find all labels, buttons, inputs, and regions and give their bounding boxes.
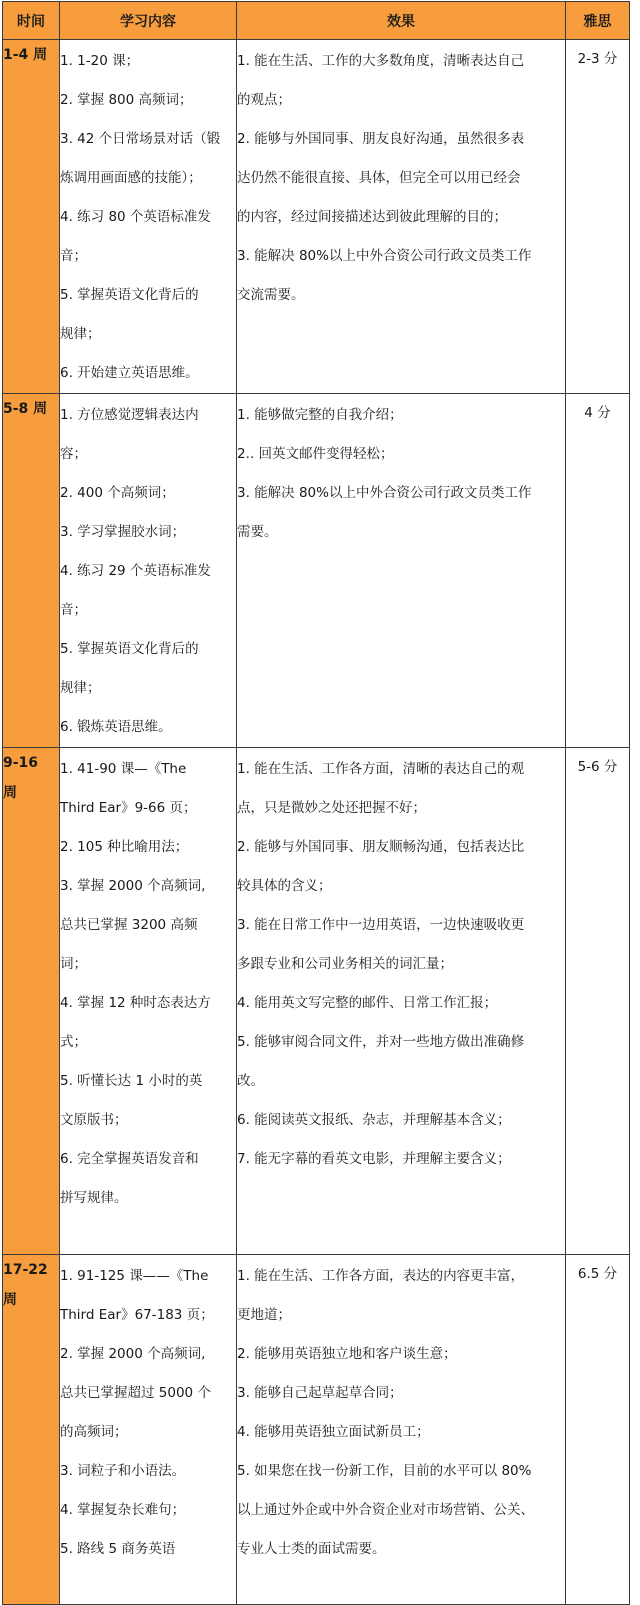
content-line: 3. 42 个日常场景对话（锻: [60, 131, 221, 147]
effect-cell: [237, 1255, 566, 1605]
content-line: 4. 掌握复杂长难句；: [60, 1502, 186, 1518]
content-line: 2. 掌握 800 高频词；: [60, 92, 193, 108]
content-line: 2. 400 个高频词；: [60, 485, 175, 501]
week-cell: [3, 394, 60, 748]
content-line: 炼调用画面感的技能）；: [60, 170, 202, 186]
content-line: 拼写规律。: [60, 1190, 128, 1206]
effect-line: 3. 能解决 80%以上中外合资公司行政文员类工作: [237, 248, 532, 264]
content-line: 6. 锻炼英语思维。: [60, 719, 172, 735]
effect-line: 3. 能够自己起草起草合同；: [237, 1385, 403, 1401]
effect-line: 2. 能够与外国同事、朋友良好沟通，虽然很多表: [237, 131, 525, 147]
effect-line: 2. 能够与外国同事、朋友顺畅沟通，包括表达比: [237, 839, 525, 855]
week-label: 9-16: [3, 755, 39, 771]
table-row: [3, 748, 630, 1255]
content-line: 5. 掌握英语文化背后的: [60, 287, 199, 303]
content-line: 词；: [60, 956, 87, 972]
content-line: 的高频词；: [60, 1424, 128, 1440]
effect-line: 3. 能在日常工作中一边用英语，一边快速吸收更: [237, 917, 525, 933]
content-line: 4. 练习 29 个英语标准发: [60, 563, 211, 579]
ielts-score: 2-3 分: [566, 40, 630, 394]
effect-line: 3. 能解决 80%以上中外合资公司行政文员类工作: [237, 485, 532, 501]
content-cell: [60, 40, 237, 394]
content-line: 1. 41-90 课—《The: [60, 761, 187, 777]
content-cell: [60, 748, 237, 1255]
ielts-score: 6.5 分: [566, 1255, 630, 1605]
content-line: 3. 词粒子和小语法。: [60, 1463, 186, 1479]
effect-line: 点，只是微妙之处还把握不好；: [237, 800, 426, 816]
effect-cell: [237, 748, 566, 1255]
effect-line: 更地道；: [237, 1307, 291, 1323]
content-line: 音；: [60, 602, 87, 618]
content-line: 总共已掌握超过 5000 个: [60, 1385, 211, 1401]
effect-line: 1. 能在生活、工作各方面，清晰的表达自己的观: [237, 761, 525, 777]
header-time: 时间: [3, 2, 60, 40]
effect-line: 6. 能阅读英文报纸、杂志，并理解基本含义；: [237, 1112, 511, 1128]
content-line: 3. 掌握 2000 个高频词,: [60, 878, 206, 894]
effect-line: 7. 能无字幕的看英文电影，并理解主要含义；: [237, 1151, 511, 1167]
effect-line: 改。: [237, 1073, 264, 1089]
content-line: 5. 路线 5 商务英语: [60, 1541, 176, 1557]
effect-line: 的内容，经过间接描述达到彼此理解的目的；: [237, 209, 507, 225]
content-line: 5. 掌握英语文化背后的: [60, 641, 199, 657]
content-line: 容；: [60, 446, 87, 462]
content-line: 1. 91-125 课——《The: [60, 1268, 209, 1284]
effect-line: 4. 能用英文写完整的邮件、日常工作汇报；: [237, 995, 498, 1011]
effect-line: 较具体的含义；: [237, 878, 332, 894]
week-label: 5-8 周: [3, 401, 48, 417]
effect-cell: [237, 394, 566, 748]
effect-line: 专业人士类的面试需要。: [237, 1541, 386, 1557]
effect-line: 多跟专业和公司业务相关的词汇量；: [237, 956, 453, 972]
content-line: 规律；: [60, 326, 101, 342]
week-cell: [3, 40, 60, 394]
effect-line: 4. 能够用英语独立面试新员工；: [237, 1424, 430, 1440]
ielts-score: 4 分: [566, 394, 630, 748]
effect-line: 1. 能在生活、工作的大多数角度，清晰表达自己: [237, 53, 525, 69]
content-line: 音；: [60, 248, 87, 264]
week-label-suffix: 周: [3, 1292, 17, 1308]
effect-line: 2.. 回英文邮件变得轻松；: [237, 446, 394, 462]
table-row: [3, 1255, 630, 1605]
effect-line: 交流需要。: [237, 287, 305, 303]
header-effect: 效果: [237, 2, 566, 40]
content-cell: [60, 394, 237, 748]
header-ielts: 雅思: [566, 2, 630, 40]
effect-cell: [237, 40, 566, 394]
content-line: 2. 掌握 2000 个高频词,: [60, 1346, 206, 1362]
content-line: Third Ear》9-66 页；: [60, 800, 197, 816]
header-content: 学习内容: [60, 2, 237, 40]
effect-line: 1. 能在生活、工作各方面，表达的内容更丰富，: [237, 1268, 525, 1284]
week-label: 17-22: [3, 1262, 48, 1278]
week-cell: [3, 748, 60, 1255]
content-line: 6. 开始建立英语思维。: [60, 365, 199, 381]
content-line: 2. 105 种比喻用法；: [60, 839, 189, 855]
content-line: 式；: [60, 1034, 87, 1050]
effect-line: 需要。: [237, 524, 278, 540]
content-line: 6. 完全掌握英语发音和: [60, 1151, 199, 1167]
content-line: 4. 掌握 12 种时态表达方: [60, 995, 211, 1011]
effect-line: 2. 能够用英语独立地和客户谈生意；: [237, 1346, 457, 1362]
content-line: 文原版书；: [60, 1112, 128, 1128]
content-line: 总共已掌握 3200 高频: [60, 917, 198, 933]
table-row: [3, 40, 630, 394]
content-line: 5. 听懂长达 1 小时的英: [60, 1073, 203, 1089]
week-cell: [3, 1255, 60, 1605]
content-line: 3. 学习掌握胶水词；: [60, 524, 186, 540]
content-line: 1. 1-20 课；: [60, 53, 140, 69]
content-line: 1. 方位感觉逻辑表达内: [60, 407, 199, 423]
effect-line: 的观点；: [237, 92, 291, 108]
table-row: [3, 394, 630, 748]
week-label: 1-4 周: [3, 47, 48, 63]
effect-line: 5. 如果您在找一份新工作，目前的水平可以 80%: [237, 1463, 532, 1479]
content-line: Third Ear》67-183 页；: [60, 1307, 214, 1323]
content-cell: [60, 1255, 237, 1605]
study-plan-table: [2, 1, 630, 1605]
content-line: 4. 练习 80 个英语标准发: [60, 209, 211, 225]
content-line: 规律；: [60, 680, 101, 696]
effect-line: 以上通过外企或中外合资企业对市场营销、公关、: [237, 1502, 534, 1518]
effect-line: 1. 能够做完整的自我介绍；: [237, 407, 403, 423]
week-label-suffix: 周: [3, 785, 17, 801]
effect-line: 5. 能够审阅合同文件，并对一些地方做出准确修: [237, 1034, 525, 1050]
effect-line: 达仍然不能很直接、具体，但完全可以用已经会: [237, 170, 521, 186]
ielts-score: 5-6 分: [566, 748, 630, 1255]
header-row: [3, 2, 630, 40]
